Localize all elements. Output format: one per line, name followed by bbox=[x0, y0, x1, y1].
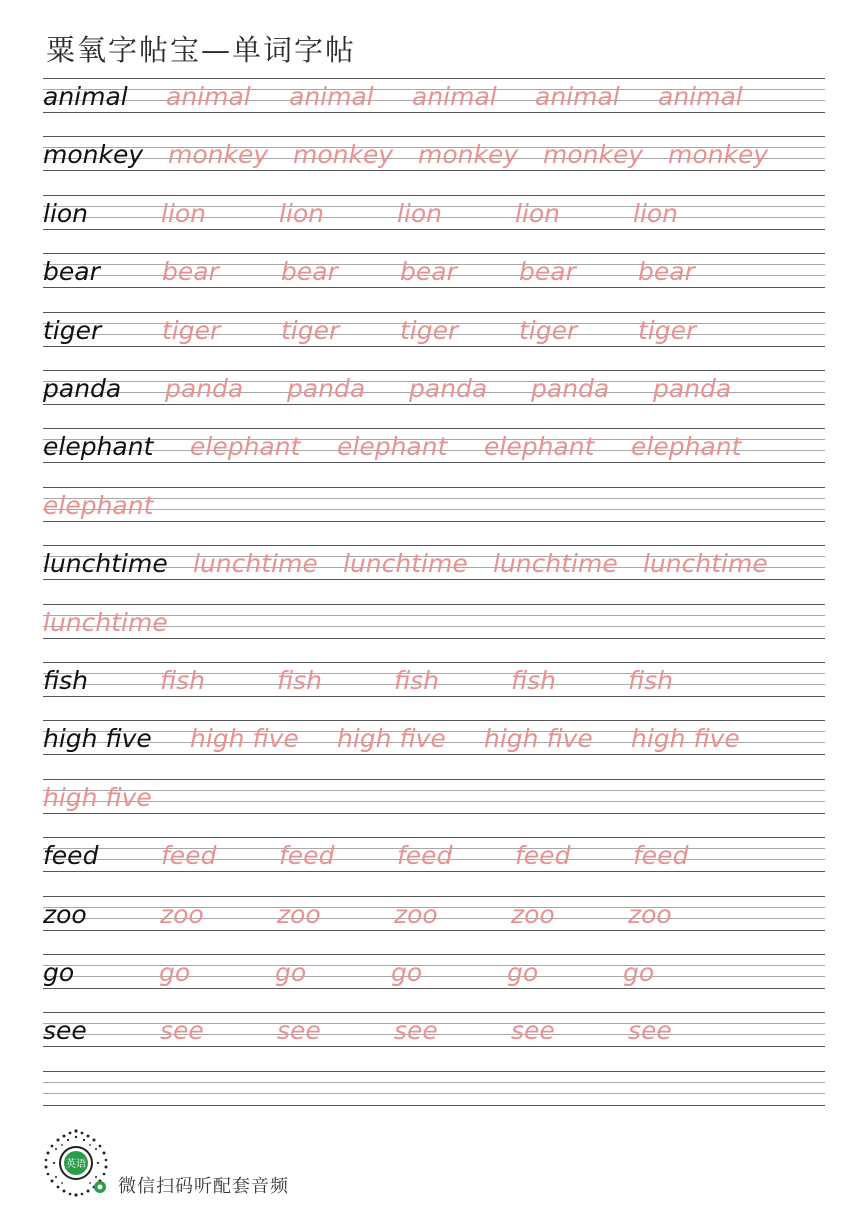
guide-line bbox=[43, 1046, 825, 1047]
guide-line bbox=[43, 813, 825, 814]
vocabulary-word: panda bbox=[43, 374, 122, 403]
trace-word: monkey bbox=[168, 140, 269, 170]
trace-word: elephant bbox=[190, 432, 301, 462]
trace-word: lunchtime bbox=[193, 549, 318, 579]
trace-word: bear bbox=[519, 257, 576, 287]
guide-line bbox=[43, 896, 825, 897]
trace-word: animal bbox=[289, 82, 374, 111]
writing-row bbox=[43, 1012, 825, 1048]
trace-word: tiger bbox=[400, 315, 459, 345]
vocabulary-word: zoo bbox=[43, 899, 87, 929]
writing-row bbox=[43, 954, 825, 990]
guide-line bbox=[43, 790, 825, 791]
writing-row bbox=[43, 487, 825, 523]
trace-word: monkey bbox=[418, 140, 519, 170]
trace-word: tiger bbox=[281, 315, 340, 345]
guide-line bbox=[43, 370, 825, 371]
trace-word: zoo bbox=[277, 899, 321, 929]
trace-word: go bbox=[159, 958, 191, 987]
trace-word: go bbox=[507, 958, 539, 987]
guide-line bbox=[43, 779, 825, 780]
writing-row bbox=[43, 78, 825, 114]
guide-line bbox=[43, 1082, 825, 1083]
trace-word: high five bbox=[484, 724, 593, 754]
trace-word: elephant bbox=[337, 432, 448, 462]
trace-word: see bbox=[394, 1016, 438, 1046]
guide-line bbox=[43, 579, 825, 580]
qr-code-icon[interactable] bbox=[40, 1127, 112, 1199]
trace-word: bear bbox=[638, 257, 695, 287]
trace-word: elephant bbox=[43, 490, 154, 520]
vocabulary-word: feed bbox=[43, 841, 99, 871]
trace-word: high five bbox=[43, 782, 152, 812]
guide-line bbox=[43, 954, 825, 955]
writing-row bbox=[43, 312, 825, 348]
guide-line bbox=[43, 988, 825, 989]
trace-word: feed bbox=[633, 841, 689, 871]
trace-word: lion bbox=[161, 198, 207, 228]
trace-word: zoo bbox=[628, 899, 672, 929]
vocabulary-word: high five bbox=[43, 724, 152, 754]
trace-word: tiger bbox=[638, 315, 697, 345]
trace-word: panda bbox=[165, 374, 244, 403]
guide-line bbox=[43, 509, 825, 510]
writing-row bbox=[43, 896, 825, 932]
trace-word: lion bbox=[633, 198, 679, 228]
trace-word: go bbox=[391, 958, 423, 987]
vocabulary-word: animal bbox=[43, 82, 128, 111]
guide-line bbox=[43, 930, 825, 931]
trace-word: animal bbox=[535, 82, 620, 111]
guide-line bbox=[43, 287, 825, 288]
guide-line bbox=[43, 428, 825, 429]
guide-line bbox=[43, 662, 825, 663]
guide-line bbox=[43, 112, 825, 113]
guide-line bbox=[43, 346, 825, 347]
trace-word: zoo bbox=[394, 899, 438, 929]
trace-word: see bbox=[160, 1016, 204, 1046]
trace-word: panda bbox=[531, 374, 610, 403]
trace-word: panda bbox=[287, 374, 366, 403]
writing-row bbox=[43, 370, 825, 406]
guide-line bbox=[43, 801, 825, 802]
trace-word: lunchtime bbox=[493, 549, 618, 579]
trace-word: fish bbox=[511, 666, 557, 695]
writing-row bbox=[43, 428, 825, 464]
trace-word: high five bbox=[337, 724, 446, 754]
trace-word: elephant bbox=[484, 432, 595, 462]
guide-line bbox=[43, 545, 825, 546]
trace-word: monkey bbox=[293, 140, 394, 170]
guide-line bbox=[43, 78, 825, 79]
guide-line bbox=[43, 1093, 825, 1094]
guide-line bbox=[43, 1012, 825, 1013]
writing-row bbox=[43, 662, 825, 698]
trace-word: panda bbox=[653, 374, 732, 403]
trace-word: lion bbox=[397, 198, 443, 228]
trace-word: tiger bbox=[162, 315, 221, 345]
trace-word: monkey bbox=[543, 140, 644, 170]
trace-word: bear bbox=[162, 257, 219, 287]
writing-row bbox=[43, 1071, 825, 1107]
guide-line bbox=[43, 229, 825, 230]
guide-line bbox=[43, 1105, 825, 1106]
trace-word: feed bbox=[279, 841, 335, 871]
vocabulary-word: see bbox=[43, 1016, 87, 1046]
trace-word: high five bbox=[190, 724, 299, 754]
trace-word: zoo bbox=[160, 899, 204, 929]
vocabulary-word: elephant bbox=[43, 432, 154, 462]
trace-word: fish bbox=[160, 666, 206, 695]
page-title: 粟氧字帖宝—单词字帖 bbox=[46, 33, 357, 67]
guide-line bbox=[43, 462, 825, 463]
writing-row bbox=[43, 720, 825, 756]
guide-line bbox=[43, 498, 825, 499]
trace-word: lunchtime bbox=[643, 549, 768, 579]
trace-word: go bbox=[623, 958, 655, 987]
trace-word: feed bbox=[397, 841, 453, 871]
trace-word: see bbox=[628, 1016, 672, 1046]
scan-instruction: 微信扫码听配套音频 bbox=[118, 1176, 289, 1197]
trace-word: lion bbox=[279, 198, 325, 228]
vocabulary-word: fish bbox=[43, 666, 89, 695]
trace-word: see bbox=[511, 1016, 555, 1046]
trace-word: tiger bbox=[519, 315, 578, 345]
trace-word: see bbox=[277, 1016, 321, 1046]
trace-word: high five bbox=[631, 724, 740, 754]
writing-row bbox=[43, 604, 825, 640]
writing-row bbox=[43, 136, 825, 172]
writing-row bbox=[43, 779, 825, 815]
trace-word: elephant bbox=[631, 432, 742, 462]
guide-line bbox=[43, 638, 825, 639]
trace-word: bear bbox=[281, 257, 338, 287]
guide-line bbox=[43, 253, 825, 254]
vocabulary-word: tiger bbox=[43, 315, 102, 345]
guide-line bbox=[43, 720, 825, 721]
trace-word: fish bbox=[394, 666, 440, 695]
vocabulary-word: bear bbox=[43, 257, 100, 287]
trace-word: animal bbox=[658, 82, 743, 111]
trace-word: lunchtime bbox=[43, 607, 168, 637]
vocabulary-word: monkey bbox=[43, 140, 144, 170]
trace-word: go bbox=[275, 958, 307, 987]
guide-line bbox=[43, 404, 825, 405]
trace-word: feed bbox=[515, 841, 571, 871]
trace-word: monkey bbox=[668, 140, 769, 170]
guide-line bbox=[43, 136, 825, 137]
guide-line bbox=[43, 521, 825, 522]
trace-word: zoo bbox=[511, 899, 555, 929]
guide-line bbox=[43, 871, 825, 872]
guide-line bbox=[43, 487, 825, 488]
trace-word: lunchtime bbox=[343, 549, 468, 579]
guide-line bbox=[43, 312, 825, 313]
trace-word: bear bbox=[400, 257, 457, 287]
guide-line bbox=[43, 170, 825, 171]
trace-word: fish bbox=[277, 666, 323, 695]
guide-line bbox=[43, 754, 825, 755]
trace-word: lion bbox=[515, 198, 561, 228]
writing-row bbox=[43, 837, 825, 873]
trace-word: animal bbox=[412, 82, 497, 111]
vocabulary-word: lion bbox=[43, 198, 89, 228]
vocabulary-word: go bbox=[43, 958, 75, 987]
guide-line bbox=[43, 696, 825, 697]
writing-row bbox=[43, 545, 825, 581]
qr-badge-label: 英语 bbox=[66, 1159, 86, 1170]
trace-word: fish bbox=[628, 666, 674, 695]
guide-line bbox=[43, 1071, 825, 1072]
guide-line bbox=[43, 837, 825, 838]
trace-word: panda bbox=[409, 374, 488, 403]
writing-row bbox=[43, 195, 825, 231]
guide-line bbox=[43, 195, 825, 196]
writing-row bbox=[43, 253, 825, 289]
vocabulary-word: lunchtime bbox=[43, 549, 168, 579]
trace-word: animal bbox=[166, 82, 251, 111]
guide-line bbox=[43, 604, 825, 605]
trace-word: feed bbox=[161, 841, 217, 871]
